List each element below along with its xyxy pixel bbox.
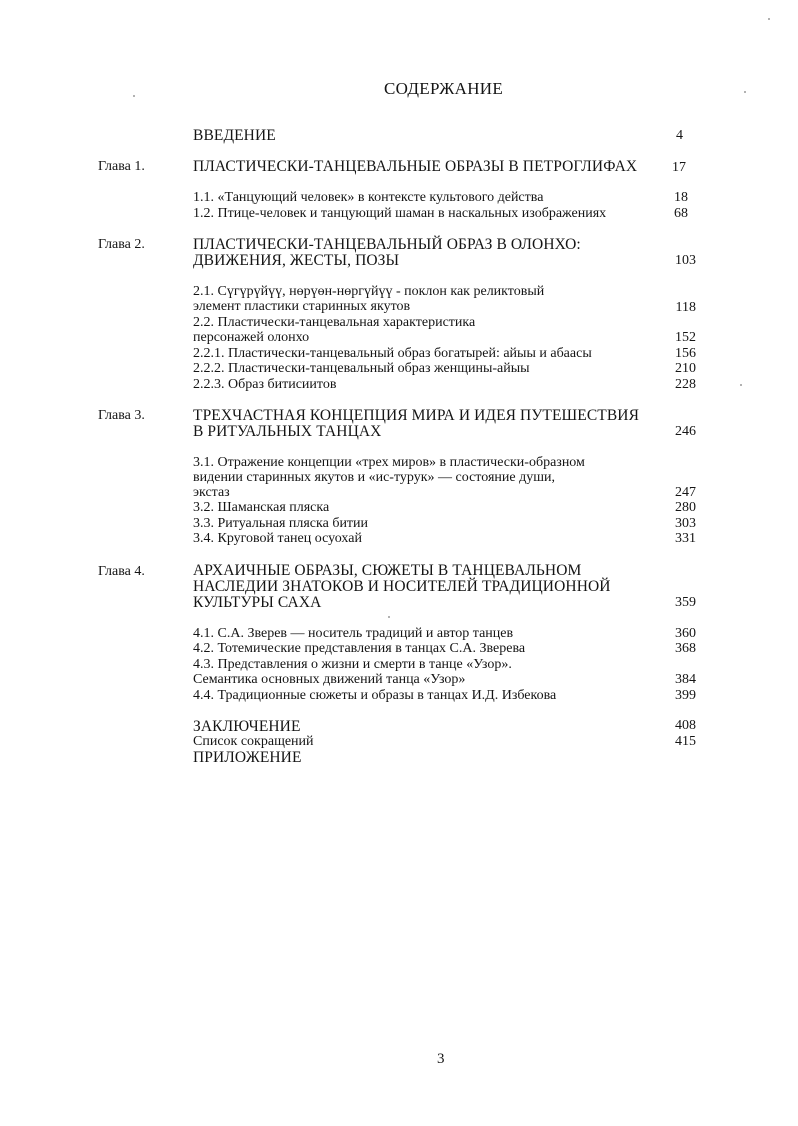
- scan-speck: [744, 91, 746, 93]
- chapter-label: Глава 3.: [98, 408, 145, 423]
- toc-abbreviations-title[interactable]: Список сокращений: [193, 734, 314, 749]
- page-number: 3: [437, 1051, 445, 1067]
- section-page: 303: [675, 516, 696, 531]
- section-page: 399: [675, 688, 696, 703]
- section-entry[interactable]: 3.3. Ритуальная пляска битии: [193, 516, 369, 531]
- section-entry[interactable]: 4.1. С.А. Зверев — носитель традиций и автор танцев: [193, 626, 514, 641]
- toc-introduction-page: 4: [676, 128, 683, 143]
- toc-abbreviations-page: 415: [675, 734, 696, 749]
- section-entry[interactable]: Семантика основных движений танца «Узор»: [193, 672, 466, 687]
- chapter-page: 103: [675, 253, 696, 268]
- section-entry[interactable]: 2.2.2. Пластически-танцевальный образ женщины-айыы: [193, 361, 530, 376]
- page-title: СОДЕРЖАНИЕ: [384, 79, 504, 98]
- scan-speck: [388, 616, 390, 618]
- section-page: 228: [675, 377, 696, 392]
- section-page: 280: [675, 500, 696, 515]
- toc-appendix-title[interactable]: ПРИЛОЖЕНИЕ: [193, 749, 302, 766]
- chapter-heading[interactable]: ДВИЖЕНИЯ, ЖЕСТЫ, ПОЗЫ: [193, 252, 400, 269]
- chapter-heading[interactable]: ПЛАСТИЧЕСКИ-ТАНЦЕВАЛЬНЫЕ ОБРАЗЫ В ПЕТРОГЛИФАХ: [193, 158, 638, 175]
- section-page: 331: [675, 531, 696, 546]
- section-entry[interactable]: экстаз: [193, 485, 230, 500]
- section-page: 210: [675, 361, 696, 376]
- chapter-heading[interactable]: КУЛЬТУРЫ САХА: [193, 594, 322, 611]
- scan-speck: [768, 18, 770, 20]
- chapter-heading[interactable]: НАСЛЕДИИ ЗНАТОКОВ И НОСИТЕЛЕЙ ТРАДИЦИОННОЙ: [193, 578, 611, 595]
- chapter-page: 359: [675, 595, 696, 610]
- chapter-page: 17: [672, 160, 686, 175]
- section-entry[interactable]: 3.4. Круговой танец осуохай: [193, 531, 362, 546]
- toc-conclusion-page: 408: [675, 718, 696, 733]
- section-page: 18: [674, 190, 688, 205]
- section-entry[interactable]: 3.2. Шаманская пляска: [193, 500, 330, 515]
- section-entry[interactable]: 4.4. Традиционные сюжеты и образы в танцах И.Д. Избекова: [193, 688, 557, 703]
- section-entry[interactable]: 2.1. Сүгүрүйүү, нөрүөн-нөргүйүү - поклон как реликтовый: [193, 284, 545, 299]
- section-page: 247: [675, 485, 696, 500]
- section-page: 118: [675, 300, 696, 315]
- section-entry[interactable]: 4.2. Тотемические представления в танцах С.А. Зверева: [193, 641, 526, 656]
- section-entry[interactable]: 2.2. Пластически-танцевальная характеристика: [193, 315, 476, 330]
- chapter-label: Глава 4.: [98, 564, 145, 579]
- chapter-heading[interactable]: ПЛАСТИЧЕСКИ-ТАНЦЕВАЛЬНЫЙ ОБРАЗ В ОЛОНХО:: [193, 236, 581, 253]
- scan-speck: [740, 384, 742, 386]
- chapter-label: Глава 2.: [98, 237, 145, 252]
- section-page: 156: [675, 346, 696, 361]
- chapter-heading[interactable]: В РИТУАЛЬНЫХ ТАНЦАХ: [193, 423, 382, 440]
- toc-conclusion-title[interactable]: ЗАКЛЮЧЕНИЕ: [193, 718, 301, 735]
- chapter-heading[interactable]: АРХАИЧНЫЕ ОБРАЗЫ, СЮЖЕТЫ В ТАНЦЕВАЛЬНОМ: [193, 562, 582, 579]
- chapter-heading[interactable]: ТРЕХЧАСТНАЯ КОНЦЕПЦИЯ МИРА И ИДЕЯ ПУТЕШЕСТВИЯ: [193, 407, 640, 424]
- section-entry[interactable]: 4.3. Представления о жизни и смерти в танце «Узор».: [193, 657, 512, 672]
- chapter-label: Глава 1.: [98, 159, 145, 174]
- section-page: 360: [675, 626, 696, 641]
- scan-speck: [133, 95, 135, 97]
- section-page: 68: [674, 206, 688, 221]
- section-entry[interactable]: 2.2.1. Пластически-танцевальный образ богатырей: айыы и абаасы: [193, 346, 592, 361]
- toc-introduction-title[interactable]: ВВЕДЕНИЕ: [193, 127, 276, 144]
- section-page: 384: [675, 672, 696, 687]
- section-entry[interactable]: персонажей олонхо: [193, 330, 310, 345]
- section-entry[interactable]: 3.1. Отражение концепции «трех миров» в пластически-образном: [193, 455, 585, 470]
- section-entry[interactable]: элемент пластики старинных якутов: [193, 299, 411, 314]
- chapter-page: 246: [675, 424, 696, 439]
- section-entry[interactable]: 1.1. «Танцующий человек» в контексте культового действа: [193, 190, 544, 205]
- section-entry[interactable]: 2.2.3. Образ битисиитов: [193, 377, 337, 392]
- section-page: 152: [675, 330, 696, 345]
- section-page: 368: [675, 641, 696, 656]
- section-entry[interactable]: видении старинных якутов и «ис-турук» — состояние души,: [193, 470, 555, 485]
- section-entry[interactable]: 1.2. Птице-человек и танцующий шаман в наскальных изображениях: [193, 206, 607, 221]
